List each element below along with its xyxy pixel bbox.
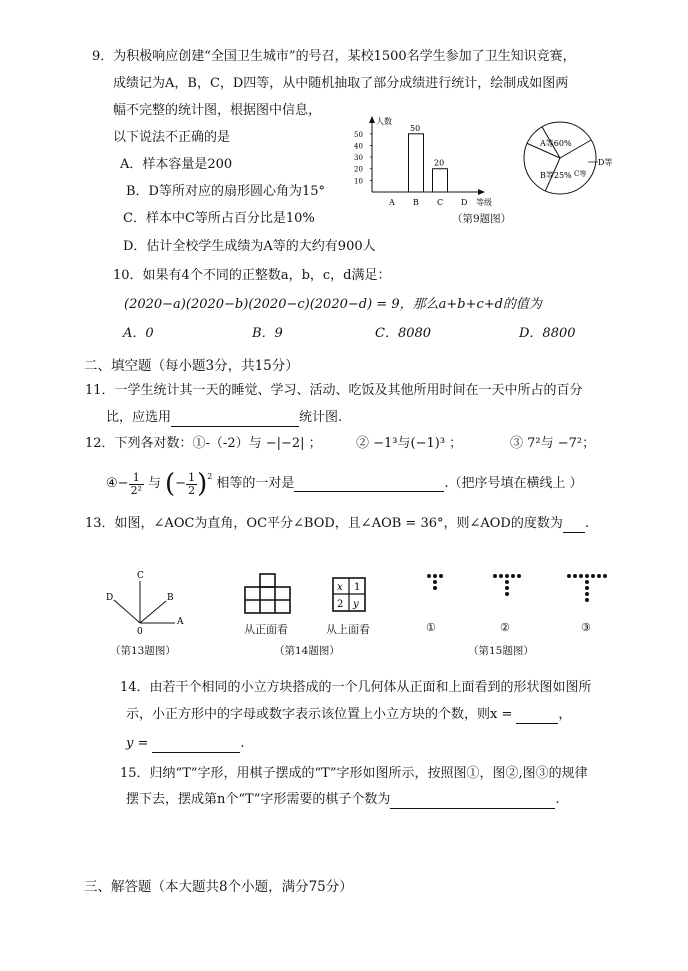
fig9-caption: （第9题图） [452,213,512,225]
x-tick-label: B [413,198,419,207]
t-piece [427,574,431,578]
pie-chart [518,118,622,198]
q12-line1-b: ② −1³与(−1)³ ； [356,436,463,451]
t-piece [603,574,607,578]
q14-x-blank[interactable] [516,709,558,724]
q15-line1: 15．归纳“T”字形，用棋子摆成的“T”字形如图所示，按照图①，图②,图③的规律 [120,766,588,781]
bar-C [433,169,448,192]
q13-text [85,515,589,533]
q9-option-b: B．D等所对应的扇形圆心角为15° [126,184,326,199]
q12-frac1-num: 1 [129,472,144,485]
t-piece [585,598,589,602]
q14-line3-end: . [240,736,245,751]
bar-B [409,134,424,192]
fig14-top-label: 从上面看 [326,623,370,636]
q9-line1: 9．为积极响应创建“全国卫生城市”的号召，某校1500名学生参加了卫生知识竞赛， [92,49,576,64]
t-piece [511,574,515,578]
t-piece [579,574,583,578]
x-tick-label: A [389,198,395,207]
section2-title: 二、填空题（每小题3分，共15分） [84,358,299,374]
q9-line3: 幅不完整的统计图，根据图中信息， [113,103,322,118]
q12-circle-4: ④ [106,476,118,491]
cell-1: 1 [354,582,361,593]
q9-line4: 以下说法不正确的是 [113,130,231,145]
t-piece [505,580,509,584]
q12-line2-pre: 相等的一对是 [216,476,295,491]
q12-line1-c: ③ 7²与 −7²； [510,436,596,451]
q12-with: 与 [147,476,161,491]
fig13-caption: （第13题图） [110,645,176,657]
t-piece [585,592,589,596]
q11-line2-post: 统计图. [299,410,343,425]
y-tick-label: 50 [354,130,363,139]
fig15-caption: （第15题图） [468,645,534,657]
q15-line2-text: 摆下去，摆成第n个“T”字形需要的棋子个数为 [126,792,391,807]
t-piece [505,574,509,578]
q12-fraction-1 [129,472,144,497]
q12-frac2-den: 2 [188,483,196,497]
y-arrow [369,116,375,123]
t-piece [585,574,589,578]
t-piece [597,574,601,578]
q12-paren-open: ( [165,469,176,499]
section3-title: 三、解答题（本大题共8个小题，满分75分） [84,879,353,895]
t-piece [439,574,443,578]
t-piece [433,586,437,590]
q11-line2-pre: 比，应选用 [106,410,172,425]
ray-od [114,600,140,623]
x-tick-label: D [461,198,468,207]
q12-exponent: 2 [207,472,213,481]
front-top-square [260,574,275,587]
label-a: A [177,617,184,627]
q12-neg-sign: − [117,476,129,491]
t-piece [517,574,521,578]
q14-line2-end: ， [558,707,572,722]
q9-option-c: C．样本中C等所占百分比是10% [123,211,315,226]
fig14-front-label: 从正面看 [244,623,288,636]
q10-option-b: B．9 [252,326,283,341]
bar-value-label: 20 [434,158,445,168]
q15-line2-end: . [555,792,560,807]
fig13-angle-diagram [100,565,195,635]
q11-line2 [106,409,342,427]
q12-answer-blank[interactable] [294,477,444,492]
q15-answer-blank[interactable] [390,794,555,809]
t-piece [433,574,437,578]
cell-y: y [353,599,359,610]
y-tick-label: 40 [354,142,363,151]
q13-end: . [584,516,589,531]
t-piece [573,574,577,578]
fig15-label-2: ② [500,621,510,634]
q14-line2-text: 示，小正方形中的字母或数字表示该位置上小立方块的个数，则x = [126,707,513,722]
pie-label-d: D等 [598,158,613,167]
x-arrow [478,189,485,195]
bar-ylabel: 人数 [376,117,392,126]
pie-label-c: C等 [574,170,587,178]
q13-question: 13．如图，∠AOC为直角，OC平分∠BOD，且∠AOB = 36°，则∠AOD的度数为 [85,516,563,531]
q14-line2 [126,706,571,724]
t-piece [433,580,437,584]
q13-answer-blank[interactable] [563,518,585,533]
q9-option-a: A．样本容量是200 [120,157,233,172]
y-tick-label: 30 [354,154,363,163]
q12-frac2-num: 1 [188,470,196,484]
q9-option-d: D．估计全校学生成绩为A等的大约有900人 [123,239,376,254]
x-tick-label: C [437,198,444,207]
pie-label-a: A等60% [540,139,572,148]
label-o: 0 [137,627,143,635]
q10-expression: (2020−a)(2020−b)(2020−c)(2020−d) = 9，那么a+b+c+d的值为 [124,297,542,312]
t-piece [505,586,509,590]
q9-line2: 成绩记为A，B，C，D四等，从中随机抽取了部分成绩进行统计，绘制成如图两 [113,76,569,91]
q12-line1-a: 12．下列各对数：①-（-2）与 −|−2| ； [85,436,322,451]
t-piece [493,574,497,578]
t-piece [499,574,503,578]
q15-line2 [126,791,559,809]
q11-answer-blank[interactable] [171,412,299,427]
q14-y-label: y = [126,736,149,751]
q14-line3 [126,735,245,753]
bar-value-label: 50 [410,123,421,133]
q11-line1: 11．一学生统计其一天的睡觉、学习、活动、吃饭及其他所用时间在一天中所占的百分 [85,383,583,398]
q12-paren-close: ) [197,469,208,499]
q10-option-c: C．8080 [375,326,432,341]
y-tick-label: 10 [354,177,363,186]
q10-option-a: A．0 [123,326,154,341]
label-d: D [106,593,114,603]
fig14-front-view [244,573,294,615]
label-c: C [137,571,144,581]
t-piece [567,574,571,578]
cell-2: 2 [337,599,344,610]
q12-fraction-2 [186,472,197,497]
q14-y-blank[interactable] [152,738,240,753]
pie-label-b: B等25% [540,171,572,180]
t-piece [505,592,509,596]
q12-frac1-den: 2² [130,483,142,497]
q10-line1: 10．如果有4个不同的正整数a，b，c，d满足： [113,268,391,283]
fig15-label-1: ① [426,621,436,634]
t-piece [585,580,589,584]
q12-line2-post: .（把序号填在横线上 ） [444,476,583,491]
label-b: B [167,593,174,603]
fig14-caption: （第14题图） [274,645,340,657]
fig14-top-view [332,577,366,613]
q10-option-d: D．8800 [519,326,576,341]
q12-minus: − [175,476,187,491]
bar-xlabel: 等级 [476,198,492,207]
t-piece [585,586,589,590]
fig15-t-patterns [415,568,625,623]
fig15-label-3: ③ [581,621,591,634]
t-piece [591,574,595,578]
y-tick-label: 20 [354,165,363,174]
q14-line1: 14．由若干个相同的小立方块搭成的一个几何体从正面和上面看到的形状图如图所 [120,680,592,695]
q12-line2 [106,466,583,502]
ray-ob [140,601,166,623]
cell-x: x [337,582,343,593]
